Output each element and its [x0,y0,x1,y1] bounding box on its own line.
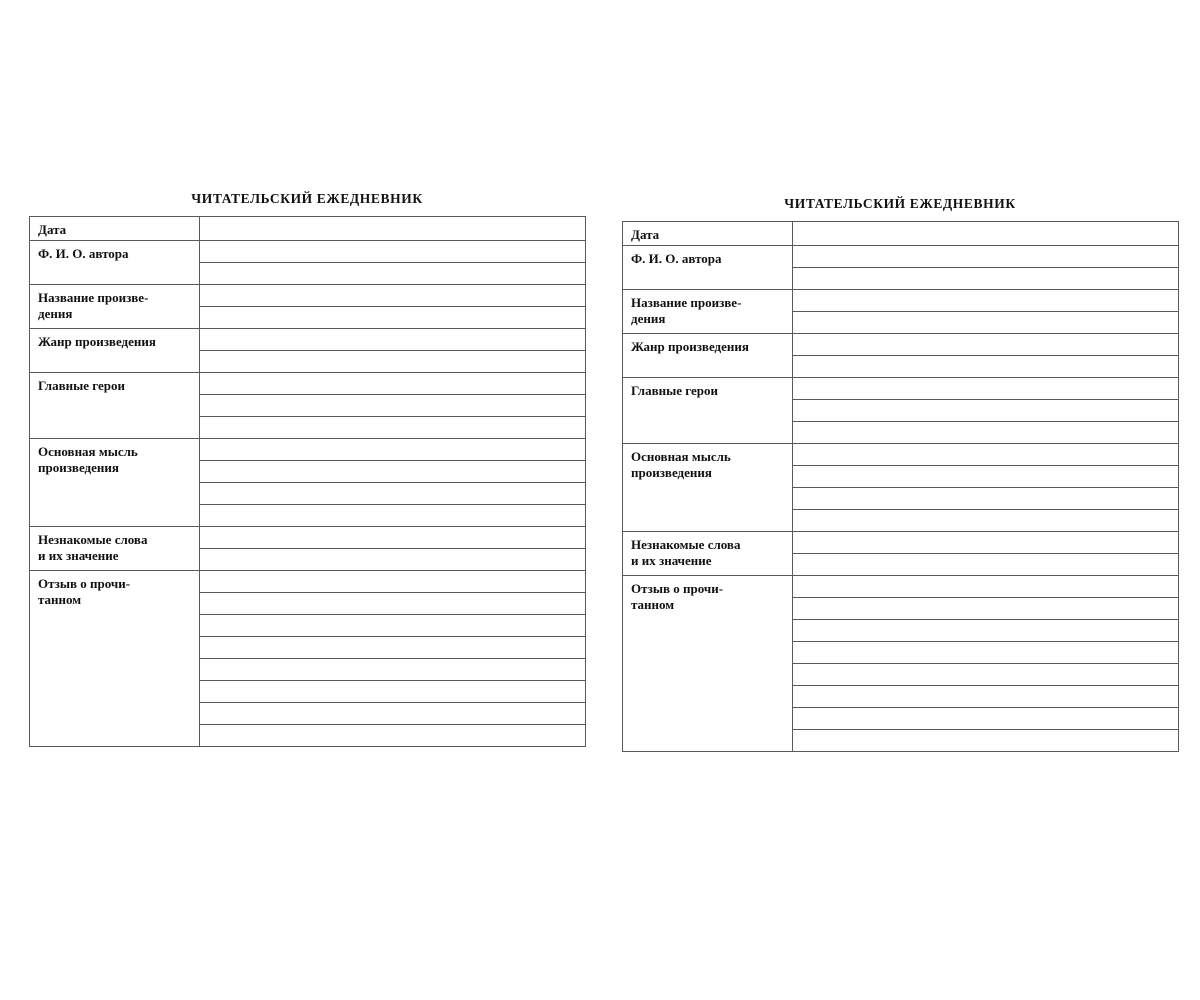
writing-line[interactable] [793,422,1179,444]
writing-line[interactable] [793,664,1179,686]
field-row [30,373,586,395]
writing-line[interactable] [200,307,586,329]
field-row [623,334,1179,356]
writing-line[interactable] [200,461,586,483]
writing-line[interactable] [793,554,1179,576]
reading-diary-table [29,216,586,747]
writing-line[interactable] [793,222,1179,246]
writing-line[interactable] [793,400,1179,422]
writing-line[interactable] [200,703,586,725]
writing-line[interactable] [793,532,1179,554]
sheet-title: ЧИТАТЕЛЬСКИЙ ЕЖЕДНЕВНИК [191,191,423,206]
writing-line[interactable] [200,549,586,571]
writing-line[interactable] [793,334,1179,356]
writing-line[interactable] [200,373,586,395]
writing-line[interactable] [200,637,586,659]
writing-line[interactable] [793,356,1179,378]
writing-line[interactable] [200,527,586,549]
writing-line[interactable] [200,571,586,593]
writing-line[interactable] [200,217,586,241]
field-label: Главные герои [623,378,793,444]
writing-line[interactable] [793,268,1179,290]
field-label: Жанр произведения [623,334,793,378]
reading-diary-sheet-left [29,189,585,747]
field-label: Ф. И. О. автора [623,246,793,290]
writing-line[interactable] [793,246,1179,268]
writing-line[interactable] [793,730,1179,752]
field-row [623,290,1179,312]
field-row [30,571,586,593]
field-label: Жанр произведения [30,329,200,373]
writing-line[interactable] [200,483,586,505]
field-label: Основная мысль произведения [623,444,793,532]
field-label: Дата [30,217,200,241]
sheet-title: ЧИТАТЕЛЬСКИЙ ЕЖЕДНЕВНИК [784,196,1016,211]
field-row [30,217,586,241]
field-label: Название произве- дения [623,290,793,334]
writing-line[interactable] [793,488,1179,510]
field-label: Отзыв о прочи- танном [623,576,793,752]
field-label: Незнакомые слова и их значение [30,527,200,571]
writing-line[interactable] [200,263,586,285]
writing-line[interactable] [200,725,586,747]
writing-line[interactable] [200,241,586,263]
field-row [623,576,1179,598]
writing-line[interactable] [200,417,586,439]
writing-line[interactable] [200,681,586,703]
writing-line[interactable] [793,378,1179,400]
field-label: Дата [623,222,793,246]
writing-line[interactable] [793,686,1179,708]
writing-line[interactable] [200,351,586,373]
field-label: Отзыв о прочи- танном [30,571,200,747]
writing-line[interactable] [793,466,1179,488]
field-row [623,246,1179,268]
writing-line[interactable] [793,620,1179,642]
writing-line[interactable] [793,444,1179,466]
field-row [623,444,1179,466]
writing-line[interactable] [200,659,586,681]
writing-line[interactable] [793,642,1179,664]
writing-line[interactable] [200,395,586,417]
writing-line[interactable] [793,510,1179,532]
writing-line[interactable] [200,285,586,307]
field-row [30,439,586,461]
writing-line[interactable] [793,290,1179,312]
field-row [623,532,1179,554]
writing-line[interactable] [793,598,1179,620]
field-row [30,241,586,263]
writing-line[interactable] [200,439,586,461]
writing-line[interactable] [200,505,586,527]
field-label: Главные герои [30,373,200,439]
field-label: Название произве- дения [30,285,200,329]
writing-line[interactable] [793,708,1179,730]
writing-line[interactable] [793,576,1179,598]
writing-line[interactable] [200,615,586,637]
field-row [30,285,586,307]
reading-diary-sheet-right [622,194,1178,752]
field-row [623,378,1179,400]
field-label: Ф. И. О. автора [30,241,200,285]
field-row [30,527,586,549]
field-row [623,222,1179,246]
field-label: Незнакомые слова и их значение [623,532,793,576]
writing-line[interactable] [200,593,586,615]
reading-diary-table [622,221,1179,752]
writing-line[interactable] [200,329,586,351]
writing-line[interactable] [793,312,1179,334]
field-row [30,329,586,351]
field-label: Основная мысль произведения [30,439,200,527]
